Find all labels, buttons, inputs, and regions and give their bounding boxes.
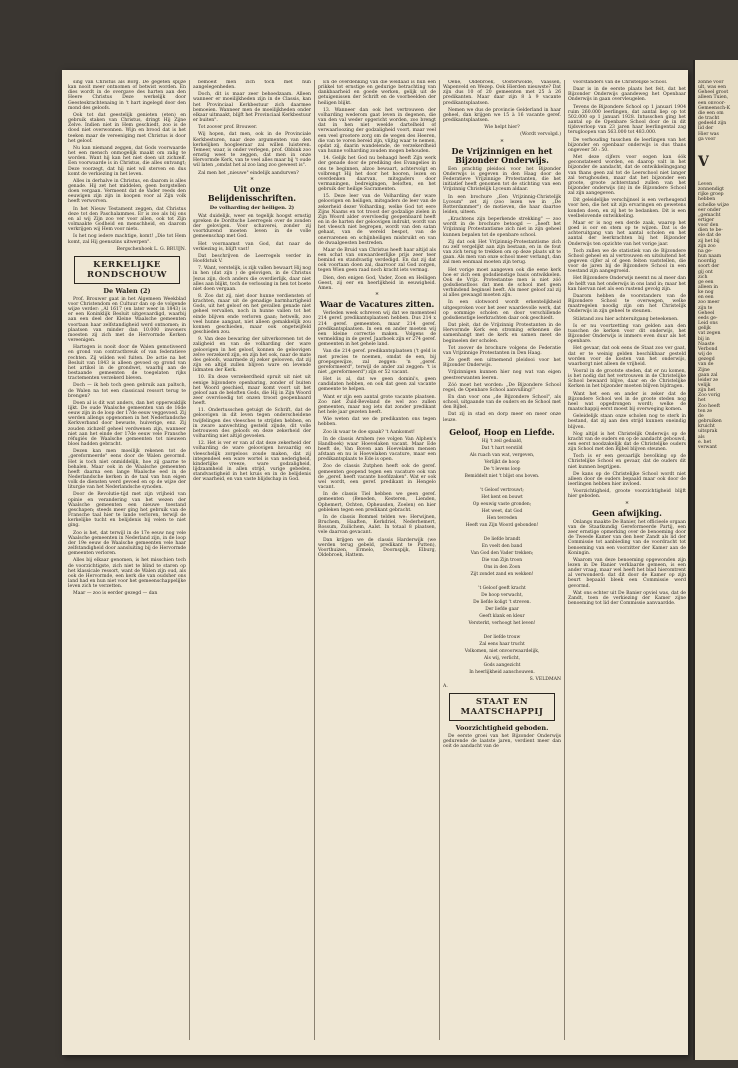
- paragraph: Dat zij in stad en dorp meer en meer onze leuze.: [443, 412, 561, 423]
- adjacent-text-line: zoo meer: [698, 300, 720, 306]
- paragraph: sing van Christus als Borg. De gegeten spijze kan nooit meer ontnomen of betwist worden. En dies wordt in de overgave des harten aan den Heere Christus Deze werkelijk door Geesteskrachtenaing in 't hart ingelegd door den mond des geloofs.: [68, 80, 186, 111]
- adjacent-text-line: die een om: [698, 110, 724, 116]
- adjacent-text-line: ertiger: [698, 217, 715, 223]
- paragraph: Wij hopen, dat men, ook in de Provinciale Kerkbesturen, naar deze argumenten van den kerkelijken hoogleeraar zal willen luisteren. Temeer, waar, is onder verlegen, prof. Obbink zoo ernstig weet te zeggen, dat men in onze Hervormde Kerk, van te veel alles maar bij 't oude wil laten „omdat het al zoo lang zoo geweest is".: [193, 132, 311, 169]
- adjacent-text-line: Leven: [698, 181, 713, 187]
- paragraph: Is er nu voortzetting van gelden aan den tusschen de kerken voor dit onderwijs, het Bijzonder Onderwijs is immers even duur als het openbare.: [568, 323, 686, 345]
- article-title-geen-afwijking: Geen afwijking.: [592, 507, 662, 518]
- poem-line: 't Geloof vertrouwt;: [480, 487, 524, 493]
- paragraph: In de classis Arnhem (we volgen Van Alphen's Handboek) waar Hoevelaken vacant. Maar Ede heeft de, Van Boven aan Hoevelaken mensen afstaan en nu is Hoevelaken vacature, maar een predikantsplaats te Ede is open.: [318, 436, 436, 463]
- paragraph: Maar — zoo is eerder gezegd — dan: [73, 591, 158, 597]
- paragraph: Vooral in de grootste steden, dat er nu komen, is het nodig dat het vertrouwen in de Christelijke School bewaard blijve, daar en de Christelijke Kerken in het bijzonder moeten blijven bijdragen.: [568, 368, 686, 390]
- separator-star: *: [625, 500, 629, 508]
- adjacent-text-line: leider ze: [698, 377, 719, 383]
- paragraph: Wie helpt hier?: [484, 125, 520, 131]
- paragraph: Het gevaar, dat ook eens de Staat zoo ver gaat, dat er te weinig gelden beschikbaar gesteld worden voor de kosten van het onderwijs, waarborgt niet alleen de vrijheid.: [568, 346, 686, 367]
- paragraph: Tot zoover prof. Brouwer.: [198, 125, 258, 131]
- paragraph: Prof. Brouwer gaat in het Algemeen Weekblad voor Christendom en Cultuur dan op de volgende wijze verder: „Al 1617 (en later weer in 1843) is er een Koninklijk Besluit uitgevaardigd, waarbij aan een deel der Kleine Waalsche gemeenten voortaan haar zelfstandigheid werd ontnomen; in plaatsen van minder dan 10.000 inwoners moesten zij zich met de Hervormde Kerken vereenigen.: [68, 296, 186, 344]
- paragraph: Alles in derhalve in Christus, en daarom is alles genade. Hij zet het middelen, geen borgstellen doen vergaan. Vermeent dat de Vader reeds den eeuwigen zijn zijn in koopen voor al Zijn volk heeft verworven.: [68, 178, 186, 205]
- article-title-vrijzinnigen: De Vrijzinnigen en het Bijzonder Onderwijs.: [451, 145, 553, 165]
- poem-line: Op eeuwig vaste gronden;: [472, 501, 532, 507]
- paragraph: Doch — ik heb toch geen gebruik aan paltsch, de Walen na tot een classicaal ressort terug te brengen?: [68, 383, 186, 399]
- adjacent-text-line: Gemeensch-K: [698, 105, 731, 111]
- paragraph: De verhouding tusschen de leerlingen van het bijzonder en openbaar onderwijs is dus thans ongeveer 50 : 50.: [568, 137, 686, 153]
- adjacent-text-line: zijn te: [698, 305, 713, 311]
- adjacent-text-line: vat zegen: [698, 331, 721, 337]
- paragraph: Zoo ik waar te doe spaak? 't Aankomst!: [323, 429, 415, 435]
- adjacent-text-line: na ge-: [698, 248, 713, 254]
- adjacent-text-line: Leid ons: [698, 321, 718, 327]
- paragraph: Zóó moet het worden: „De Bijzondere School regel, de Openbare School aanvulling!": [443, 382, 561, 393]
- poem-line: Gods aangezicht: [483, 662, 521, 668]
- paragraph: In het Nieuw Testament zeggen, dat Christus deze tot den Paschalammes. Er is zoo als bij ons en al wij Zijn zoo ver voor allen, ook tot Zijn volmaakte Godheid en menschheid, en daarom verkrijgen wij Hem voor niets.: [68, 206, 186, 233]
- paragraph: Want er zijn een aantal grote vacante plaatsen. Zoo niet Zuid-Beveland de wel zoo zullen gemeenten, maar nog iets dat zonder predikant het hele jaar gezeten heeft.: [318, 394, 436, 416]
- column-3: [318, 80, 436, 560]
- article-title-vacatures: Waar de Vacatures zitten.: [319, 299, 435, 310]
- newspaper-page: [62, 70, 688, 1055]
- paragraph: Onlangs maakte De Banier, het officieele orgaan van de Staatkundig Gereformeerde Partij, een zeer ernstige opmerking over de benoeming door de Tweede Kamer van den heer Zandt als lid der Commissie tot aanbieding van de voordracht tot benoeming van een voorzitter der Kamer aan de Koningin.: [568, 519, 686, 556]
- paragraph: 9. Van deze bewaring der uitverkorenen tot de zaligheid en van de volharding der ware geloovigen in het geloof, konnen de geloovigen zelve verzekerd zijn, en zijn het ook, naar de mate des geloofs, waarmede zij zeker gelooven, dat zij zijn en altijd zullen blijven ware en levende lidmaten der Kerk.: [193, 337, 311, 374]
- poem-line: [443, 481, 561, 486]
- adjacent-text-line: ga voor: [698, 136, 716, 142]
- adjacent-text-line: alleen in: [698, 285, 718, 290]
- paragraph: Verleden week schreven wij dat we momenteel 214 geref. predikantsplaatsen hebben. Dus 214 x 214 geref. gemeenten, maar 214 geref. predikantsplaatsen. In een en ander moeten wij een kleine correctie maken. Volgens de vermelding in de geref. Jaarboek zijn er 274 geref. gemeenten in het gehele land.: [318, 311, 436, 348]
- paragraph: Ook tot dat geestelijk genieten (eten) en gebruik staken van Christus, dringt Hij Zijne Zelve. Indien niet in Hem geschiedt, zoo is de dood niet overwonnen. Wijn en brood dat is het teeken maar de vereeniging met Christus is door het geloof.: [68, 112, 186, 144]
- paragraph: Nemen we dus de provincie Gelderland in haar geheel, dan krijgen we 15 à 16 vacante geref. predikantsplaatsen.: [443, 107, 561, 124]
- adjacent-text-line: gij ont: [698, 269, 713, 275]
- adjacent-text-line: wij de: [698, 352, 712, 358]
- adjacent-text-line: gedeeld zijn: [698, 121, 727, 127]
- adjacent-text-line: eer onder: [698, 207, 721, 213]
- paragraph: In de classis Tiel hebben we geen geref. gemeenten (Beneden, Kesteren, Lienden, Ophemert, Ochten, Opheusden, Zoelen) en hier gebleken tegen een predikant gebracht.: [318, 492, 436, 513]
- poem-line: De liefde brandt: [483, 536, 521, 542]
- poem-line: Versterkt, verhoogt het leven!: [468, 620, 536, 626]
- adjacent-text-line: gezegd: [698, 357, 715, 363]
- paragraph: Tevens de Bijzondere School op 1 januari 1904 ruim 260.000 leerlingen, dat aantal liep op tot 502.000 op 1 januari 1928. Intusschen ging het aantal op de Openbare School door de in dit tijdsverloop van 23 jaren haar leerlingental zag terugloopen van 563.000 tot 483.000.: [568, 104, 686, 136]
- adjacent-text-line: hun naam: [698, 254, 722, 260]
- adjacent-text-line: ge een: [698, 279, 714, 285]
- adjacent-text-line: de tracht: [698, 116, 720, 122]
- adjacent-text-line: soort der: [698, 264, 720, 270]
- poem-line: Het kent en bouwt: [481, 494, 523, 500]
- adjacent-text-line: zonnendigt: [698, 187, 724, 193]
- paragraph: En de overdenking van die weldaad is hun een prikkel tot ernstige en gedurige betrachting van dankbaarheid en goede werken, gelijk uit de getuigenissen der Schrift en de voorbeelden der heiligen blijkt.: [318, 80, 436, 106]
- adjacent-text-line: ele dat de: [698, 233, 722, 239]
- paragraph: Geleidelijk staan onze scholen nog te sterk in bestand, dat zij aan den strijd kunnen oneindig blijven.: [568, 414, 686, 430]
- section-heading-staat-en-maatschappij: STAAT EN MAATSCHAPPIJ: [449, 693, 555, 721]
- paragraph: 10. En deze verzekerdheid spruit uit niet uit eenige bijzondere openbaring, zonder of buiten het Woord geschied, maar komt voort uit het geloof aan de beloften Gods, die Hij in Zijn Woord zeer overvloedig tot onzen troost geopenbaard heeft.: [193, 375, 311, 407]
- to-be-continued: (Wordt vervolgd.): [520, 132, 561, 138]
- adjacent-page-text: [698, 80, 738, 450]
- paragraph: Dat beschrijven de Leerregels verder in Hoofdstuk V.: [193, 253, 311, 265]
- adjacent-text-line: lid der: [698, 126, 714, 132]
- paragraph: Vrijzinnigen kunnen hier nog wat van eigen geestverwanten leeren.: [443, 370, 561, 381]
- paragraph: Ze geeft een uitnemend pleidooi voor het Bijzonder Onderwijs.: [443, 358, 561, 369]
- paragraph: Doch, dit is maar zeer behoedzaam. Alleen wanneer er moeilijkheden zijn in de Classis, kan het Provinciaal Kerkbestuur zich daarmee bemoeien. Wanneer men de moeilijkheden onder elkaar uitmaakt, blijft het Provinciaal Kerkbestuur er buiten".: [193, 92, 311, 124]
- poem-line: De 't levens loop: [483, 466, 521, 472]
- paragraph: In een slotwoord wordt erkentelijkheid uitgesproken voor het zeer waardevolle werk, dat op sommige scholen en door verschillende godsdienstige leerkrachten daar ook geschiedt.: [443, 300, 561, 321]
- adjacent-text-line: ult, was een: [698, 85, 727, 91]
- paragraph: Toch is er een gevaarlijk bevolking op de Christelijke School en gevaar, dat de ouders dit niet kunnen begrijpen.: [568, 454, 686, 470]
- section-heading-kerkelijke-rondschouw: KERKELIJKE RONDSCHOUW: [74, 256, 180, 284]
- paragraph: Het Bijzondere Onderwijs neemt nu al meer dan de helft van het onderwijs in ons land in; maar het kan hiervan niet als een rustend gevolg zijn.: [568, 276, 686, 292]
- paragraph: Nog altijd is het Christelijk Onderwijs op de kracht van de ouders en op de aandacht gebouwd, een eerst noodzakelijk dat de Christelijke ouders zijn School met den Bijbel blijven steunen.: [568, 431, 686, 453]
- poem-line: De hoop verwacht,: [481, 592, 523, 598]
- column-1: [68, 80, 186, 598]
- paragraph: Wat ons echter uit De Banier opviel was, dat de Zandt, toen de verkiezing der Kamer zijne benoeming tot lid der Commissie aanvaardde.: [568, 590, 686, 607]
- paragraph: Met deze cijfers voor oogen kan óók geconstateerd worden, en daarop valt in het bijzonder de aandacht, dat de ontwikkelingsgang van thans geen zal tot de Leerschool niet langer zal terughouden, maar dat het bijzonder een groote, groote achterstand zullen van het bijzonder onderwijs (in) in de Bijzondere School zal zijn aangegeven.: [568, 155, 686, 197]
- poem-title: Geloof, Hoop en Liefde.: [449, 426, 555, 437]
- poem-line: Heeft van Zijn Woord gebonden!: [465, 522, 539, 528]
- adjacent-text-line: Verbond: [698, 346, 718, 352]
- poem-line: Die van Zijn troon: [481, 557, 523, 563]
- signature: Bergschenhoek L. G. BRUIJN.: [116, 246, 186, 252]
- paragraph: Het vorige moet aangeven ook die eene kerk hoe er zich een godsdienstige basis ontwikkelen. Ook de Vrijz. Protestantse men is niet zóó godsdienstloos dat men de school met geen verbindend beginsel heeft. Als meer geloof zal zij al alles gewaagd moeten zijn.: [443, 267, 561, 299]
- paragraph: Daarom hebben de voorstanders van de Bijzondere School te overwegen, welke maatregelen noodig zijn om het Christelijk Onderwijs in zijn geheel te steunen.: [568, 293, 686, 315]
- paragraph: 14. Gelijk het God nu behaagd heeft Zijn werk der genade door de prediking des Evangelies in ons te beginnen, alzoo bewaart, achtervolgt en volbrengt Hij het door het hooren, lezen en overdenken daarvan, mitsgaders door vermaningen, bedreigingen, beloften, en het gebruik der heilige Sacramenten.: [318, 156, 436, 193]
- paragraph: Van die 214 geref. predikantsplaatsen ('t geld is met precies te noemen, omdat de een, bij groepsgewijze, zal zeggen: 'n „geref. gereformeerd", terwijl de ander zal zeggen: 't is niet „gereformeerd") zijn er 52 vacant.: [318, 349, 436, 375]
- paragraph: Dan krijgen we de classis Harderwijk (we werden terug gebeld, predikant te Putten), Voorthuizen, Ermelo, Doornspijk, Elburg, Oldebroek, Hattem.: [318, 537, 436, 558]
- column-rule: [564, 80, 565, 1040]
- adjacent-text-line: schelke wijze: [698, 202, 730, 208]
- paragraph: Hartogen is nooit door de Walen gemotiveerd en grond van contractbreuk of van federatieve rechten. Zij wilden wel fuiten. De actie na het Besluit van 1843 is alleen gevoed op grond van het artikel in de grondwet, waarbij aan de bestaande gemeenten de toegelaten rijks tractementen verzekerd bleven.: [68, 345, 186, 382]
- paragraph: Wie weten dat we de predikanten ons tegen hebben.: [318, 417, 436, 428]
- poem-initial: A.: [443, 683, 448, 689]
- poem-line: Ons in den Zoon: [483, 564, 521, 570]
- paragraph: Tot zoover de brochure volgens de Federatie van Vrijzinnige Protestanten in Den Haag.: [443, 345, 561, 356]
- adjacent-text-line: zonne voor: [698, 80, 724, 85]
- paragraph: Voorzichtigheid, groote voorzichtigheid blijft hier geboden.: [568, 489, 686, 500]
- paragraph: Maar de Bruid van Christus heeft haar altijd als een schat van onwaardeerlijke prijs zeer teer bemind en standvastig verdedigd. En dat zij dat ook voortaan doen zal, daarvoor zal God zorgen, tegen Wien geen raad noch kracht iets vermag.: [318, 247, 436, 274]
- adjacent-text-line: als: [698, 434, 705, 440]
- paragraph: De kans op de Christelijke School wordt niet alleen door de ouders bepaald maar ook door de leerlingen hebben hier invloed.: [568, 471, 686, 488]
- adjacent-text-line: Geheel: [698, 310, 715, 316]
- paragraph: Dezen kan men moeilijk rekenen tot de „gereformeerde" eens door de Walen gevormd. Het is toch niet onmiddelijk, hoe zij gaarne te behalen. Maar ook in de Waalsche gemeenten heeft daarna een lange Waalsche eed in de Nederlandsche kerken in de taal van hun eigen volk de diensten werd gevoed en op de wijze der liturgie van het Nederlandsche synoden.: [68, 449, 186, 491]
- separator-star: *: [250, 176, 254, 184]
- paragraph: In een brochure „Een Vrijzinnig-Christelijk Lyceum" zet zij (zoo lezen we in „De Rotterdammer") de motieven, die haar daartoe leiden, uiteen.: [443, 194, 561, 215]
- paragraph: 15. Deze leer van de Volharding der ware geloovigen en heiligen, mitsgaders de leer van de zekerheid dezer Volharding, welke God tot eere Zijns Naams en tot troost der godzalige zielen in Zijn Woord alder overvloedig geopenbaard heeft en in de harten der geloovigen indrukt, wordt van het vleesch niet begrepen, wordt van den satan gehaat, van de wereld bespot, van de onervarenen en schijnheiligen misbruikt en van de dwaalgeesten bestreden.: [318, 194, 436, 246]
- adjacent-text-line: eeds ge-: [698, 315, 718, 321]
- paragraph: Nu kan niemand zeggen, dat Gods voorwaarde het een mensch onmogelijk maakt om zalig te worden. Want hij kan het niet doen uit zichzelf. Een voorwaarde is in Christus, die alles ontvangt; Deze voorzegt, dat hij niet wil sterven en dus komt de verkiezing in het leven.: [68, 145, 186, 177]
- poem-line: Dat 't hart verstild: [481, 445, 523, 451]
- adjacent-text-line: gebruiken: [698, 419, 722, 425]
- poem-line: Verlijkt de hoop: [484, 459, 520, 465]
- paragraph: Oene, Oldebroek, Oosterwolde, Vaassen, Wapenveld en Wezep. Ook Hierden nieuwste? Dat zijn dus 10 of 20 gemeenten met 25 à 26 predikanten. Maar daar zijn 8 à 9 vacante predikantsplaatsen.: [443, 80, 561, 106]
- adjacent-text-line: alleen Tuien,: [698, 95, 729, 101]
- adjacent-text-line: bij in: [698, 336, 710, 342]
- paragraph: Het voornaamst van God, dat naar de verkiezing is, blijft vast!: [193, 241, 311, 252]
- poem-line: In heerlijkheid aanschouwen.: [469, 669, 535, 675]
- article-title-belijdenisschriften: Uit onze Belijdenisschriften.: [207, 183, 297, 203]
- paragraph: Zoo is het, dat terwijl in de 17e eeuw nog vele Waalsche gemeenten in Nederland zijn, in de loop der 19e eeuw de Waalsche gemeenten vele haar zelfstandigheid door aansluiting bij de Hervormde gemeenten verloren.: [68, 530, 186, 557]
- paragraph: „Krachtens zijn beperkende strekking" — zoo wordt in de brochure betoogd — „heeft het Vrijzinnig Protestantisme zich niet in zijn geheel kunnen bepalen tot de openbare school.: [443, 217, 561, 238]
- adjacent-text-line: voor den: [698, 223, 719, 229]
- adjacent-text-line: gelijk: [698, 326, 711, 332]
- paragraph: Stilstand zou hier achteruitgang beteekenen.: [573, 316, 679, 322]
- adjacent-text-line: rijke groep: [698, 192, 724, 198]
- paragraph: Het is al, dat we geen domini's, geen candidaten hebben, en ook dat geen zal vacante gemeente te helpen.: [318, 377, 436, 393]
- paragraph: 12. Het is ver er van af dat deze zekerheid der volharding de ware geloovigen hovaardig en vleeschelijk zorgeloos zoude maken, dat zij integendeel een ware wortel is van nederigheid, kinderlijke vreeze, ware godzaligheid, lijdzaamheid in allen strijd, vurige gebeden, standvastigheid in het kruis en in de belijdenis der waarheid, en van vaste blijdschap in God.: [193, 441, 311, 483]
- paragraph: Daar is in de eerste plaats het feit, dat het Bijzonder Onderwijs gaandeweg het Openbaar Onderwijs in gaan overvleugelen.: [568, 87, 686, 103]
- adjacent-text-line: uitsprak: [698, 429, 718, 435]
- paragraph: 7. Want, verstelijk, is zijk vallen bewaart Hij nog in hen (dat zijn ) de gelovigen, in de Christus Jezus zijn, doch anders die overdierlijk, daar niet alles aan blijkt, toch de verlossing in hen tot boete niet doen vergaan.: [193, 266, 311, 292]
- paragraph: Zoo de classis Zutphen heeft ook de geref. gemeenten geopend tegen een vacature ook van de „geref. heeft vacante hoofdzaken". Wat er ook wel wordt, een geref. predikant in Hengelo vacant.: [318, 464, 436, 491]
- column-4: [443, 80, 561, 752]
- poem-line: Van God den Vader trekken;: [470, 550, 534, 556]
- paragraph: voorstanders van de Christelijke School.: [573, 80, 668, 85]
- poem-line: Der liefde trouw: [483, 634, 521, 640]
- poem-line: Als wij, verlicht,: [484, 655, 520, 661]
- adjacent-text-line: V: [698, 153, 709, 170]
- adjacent-text-line: Geheel groot: [698, 90, 729, 96]
- paragraph: In de classis Bommel telden we: Herwijnen, Bruchem, Haaften, Kerkdriel, Nederhemert, Rossum, Zuilichem, Aalst. In totaal 8 plaatsen, vele daarvan gevacant.: [318, 514, 436, 536]
- adjacent-text-line: zijn het: [698, 388, 716, 394]
- poem-line: Hen tevreden: [486, 515, 518, 521]
- adjacent-text-line: Hier was: [698, 131, 719, 137]
- paragraph: Toch zullen we de statistiek van de Bijzondere School geheel en al vertrouwen en uitsluitend het gegeven cijfer al of geen feiten vaststellen, die voor de jaren bij de Bijzondere School in een toestand zijn aangegroeid.: [568, 248, 686, 275]
- adjacent-text-line: dien te be-: [698, 228, 723, 234]
- poem-line: Als ruach van wat, vergeven,: [469, 452, 535, 458]
- adjacent-text-line: ten ze: [698, 408, 713, 414]
- adjacent-text-line: Naaste: [698, 341, 715, 347]
- adjacent-text-line: e. het: [698, 439, 712, 445]
- poem: [443, 439, 561, 675]
- adjacent-text-line: het: [698, 398, 706, 404]
- separator-star: *: [500, 138, 504, 146]
- adjacent-text-line: zijn zoo: [698, 243, 716, 249]
- adjacent-text-line: Zoo heeft: [698, 403, 721, 409]
- paragraph: Want het een en ander is zeker dat de Bijzondere School wel in de groote steden nog heel wat opgedrongen wordt; welke de maatschappij eerst moest bij overweging komen.: [568, 391, 686, 413]
- adjacent-text-line: zich: [698, 274, 708, 280]
- adjacent-text-line: Zijne: [698, 367, 710, 373]
- adjacent-text-line: ke nog: [698, 290, 714, 296]
- paragraph: En dan voor ons „de Bijzondere School", als school, uitgaande van de ouders en de School met den Bijbel.: [443, 394, 561, 411]
- paragraph: 8. Zoo dat zij, niet door hunne verdiensten of krachten, maar uit de genadige barmhartigheid Gods, uit het geloof en het gevallen genade niet geheel vervallen, noch in hunne vallen tot het einde blijven ende verloren gaan; hetwelk, zoo veel hunne aangaat, niet alleen gemakkelijk zou konnen geschieden, maar ook ongetwijfeld geschieden zou.: [193, 294, 311, 336]
- article-title-de-walen: De Walen (2): [103, 286, 151, 295]
- paragraph: Maar er is nog een derde zaak, waarop het goed is oor en stem op te wijzen. Dat is de achteruitgang van het aantal scholen en het aantal der leerkrachten bij het Bijzonder Onderwijs ten opzichte van het vorige jaar.: [568, 220, 686, 247]
- article-title-voorzichtigheid: Voorzichtigheid geboden.: [455, 724, 549, 733]
- poem-line: De liefde koligt 't streven.: [473, 599, 531, 605]
- poem-line: [443, 628, 561, 633]
- poem-line: 't Geloof geeft kracht: [478, 585, 526, 591]
- column-rule: [189, 80, 190, 1040]
- poem-line: Volkomen, niet onvoorwaardelijk,: [464, 648, 540, 654]
- adjacent-text-line: gaan zal: [698, 372, 718, 378]
- poem-line: Geeft klank en kleur: [479, 613, 525, 619]
- adjacent-text-line: noordig: [698, 259, 717, 265]
- separator-star: *: [375, 292, 379, 300]
- paragraph: Door de Revolutie-tijd met zijn vrijheid van opinie en verandering van het wezen der Waalsche gemeenten een nieuwe toestand geschapen; steeds meer ging het gebruik van de Fransche taal hier te lande verloren, terwijl de kerkelijke tucht en belijdenis bij velen te niet ging.: [68, 492, 186, 529]
- poem-line: [443, 579, 561, 584]
- paragraph: Waarom van deze benoeming opgewonden zijn lezen in De Banier verklaarde gemeen, is een ander vraag, maar wel heeft het blad hieromtrent al verwonderd: dat dit door de Kamer op zijn beurt bepaald bleek een Commissie werd gevormd.: [568, 557, 686, 589]
- poem-line: Der liefde gaar: [485, 606, 519, 612]
- paragraph: 13. Wanneer dan ook het vertrouwen der volharding wederom gaat leven in degenen, die van den val weder opgericht worden, zoo brengt dat in hen niet weelde dartelheid of verwaarloozing der godzaligheid voort, maar veel een veel grootere zorg om de wegen des Heeren, die van te voren bereid zijn, vlijtig waar te nemen, opdat zij, daarin wandelende, de verzekerdheid van hunne volharding zouden mogen behouden.: [318, 107, 436, 155]
- paragraph: Wat duidelijk, weer en tegelijk hoogst ernstig spreken de Dordtsche Leerregels over de zonden der gelovigen. Voor schaverei, zonder zij voortdurend moeten leven in de volle gemeenschap met God.: [193, 213, 311, 240]
- poem-line: Zal eens haar trucht: [479, 641, 525, 647]
- paragraph: 11. Ondertusschen getuigt de Schrift, dat de geloovigen in dit leven tegen onderscheidene twijfelingen des vleesches te strijden hebben, en in zware aanvechting gesteld zijnde, dit volle betrouwen des geloofs en deze zekerheid der volharding niet altijd gevoelen.: [193, 408, 311, 440]
- adjacent-text-line: hebben: [698, 197, 716, 203]
- poem-line: Hij 't zeil gedaald,: [481, 438, 523, 444]
- poem-line: En voelt den band: [481, 543, 523, 549]
- adjacent-text-line: kruicht: [698, 424, 715, 430]
- adjacent-text-line: en een: [698, 295, 714, 301]
- paragraph: De eerste groei van het Bijzonder Onderwijs gedurende de laatste jaren, verdient meer dan ooit de aandacht van de: [443, 734, 561, 750]
- adjacent-text-line: velijk: [698, 382, 711, 388]
- paragraph: Dit geleidelijke verschijnsel is een verheugend voor hen, die het uit zijn ervaringen en gewetens konden doen, en zij het te bedanken. Dit is een veelbelovende ontwikkeling.: [568, 198, 686, 219]
- adjacent-text-line: zij het bij: [698, 238, 720, 244]
- paragraph: Een prachtig pleidooi voor het Bijzonder Onderwijs is gegeven in den Haag door de Federatieve Vrijzinnige Protestanten, die het initiatief heeft genomen tot de stichting van een Vrijzinnig Christelijk Lyceum aldaar.: [443, 166, 561, 193]
- adjacent-text-line: „gemacht: [698, 212, 721, 218]
- adjacent-page-edge: [693, 60, 738, 1060]
- paragraph: Doen al is dit wat anders, dan het opperwaklijk lijkt. De oude Waalsche gemeenten van de 16de eeuw zijn in de loop der 17de eeuw veggevoed. Zij werden allengs opgenomen in het Nederlandsche Kerkverband door bewuste, huiverige, enz. Zij zouden zichzelf geheel verdwenen zijn, wanneer niet aan het einde der 17de eeuw vele Fransche réfugiés de Waalsche gemeenten tot nieuwen bloei hadden gebracht.: [68, 400, 186, 448]
- adjacent-text-line: verwant: [698, 444, 717, 450]
- paragraph: Dat pleit, dat de Vrijzinnig Protestanten in de Hervormde Kerk een stroming erkennen die samenhangt met de kerk en samen meet de beginselen der scholen.: [443, 323, 561, 344]
- poem-line: Zijt zondet zand en wekken!: [470, 571, 534, 577]
- paragraph: Zal men het „nieuwe" eindelijk aandurven?: [198, 170, 299, 176]
- poem-line: Bemiddelt niet 't blijst ons boven.: [464, 473, 540, 479]
- adjacent-text-line: Zoo vorig: [698, 393, 721, 399]
- column-2: [193, 80, 311, 484]
- adjacent-text-line: van de: [698, 362, 714, 368]
- poem-line: Het weet, dat God: [481, 508, 523, 514]
- adjacent-text-line: de: [698, 413, 704, 419]
- adjacent-text-line: een onvoor-: [698, 100, 726, 106]
- paragraph: Alles bij elkaar genomen, is het misschien toch de voorzichtigste, zich niet te blind te staren op het klassicale ressort, want de Walen zijn oud, als ook de Hervormde, een kerk die van oudsher ons land had en hun niet voor het gemeenschappelijke leven zich te verzetten.: [68, 558, 186, 590]
- column-rule: [439, 80, 440, 1040]
- paragraph: Is het nog iedere machtige, komt! „Die tot Hem komt, zal Hij geenszins uitwerpen".: [68, 234, 186, 245]
- column-5: [568, 80, 686, 608]
- poem-line: [443, 530, 561, 535]
- column-rule: [314, 80, 315, 1040]
- paragraph: bemoeit men zich toch met hun aangelegenheden.: [193, 80, 311, 91]
- paragraph: Zij dat ook Het Vrijzinnig-Protestantisme zich nu zelf vergelijkt aan zijn bestaan, en in de fout van zich terug te trekken om op deze plaats uit te gaan. Als men van onze school meer verlangt, dan zal men eenmaal moeten zijn terug.: [443, 239, 561, 266]
- paragraph: Dien, den enigen God, Vader, Zoon en Heiligen Geest, zij eer en heerlijkheid in eeuwigheid. Amen.: [318, 275, 436, 291]
- article-subtitle: De volharding der heiligen. 2): [209, 204, 295, 211]
- poem-author: S. VELDMAN: [529, 676, 561, 682]
